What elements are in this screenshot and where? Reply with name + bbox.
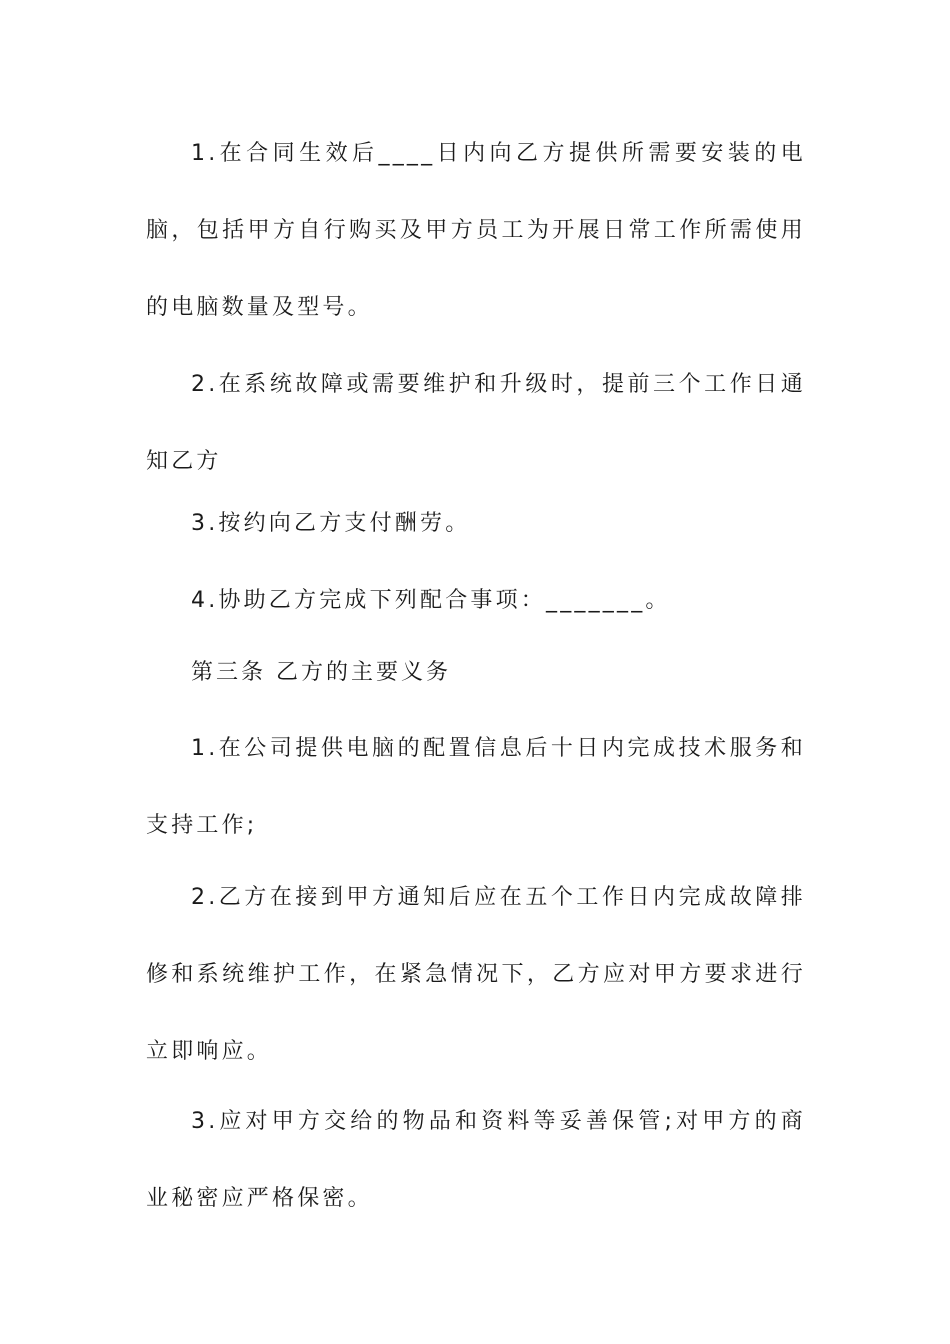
paragraph-maintenance-notice: 2.在系统故障或需要维护和升级时，提前三个工作日通知乙方: [146, 372, 806, 474]
paragraph-payment: 3.按约向乙方支付酬劳。: [191, 511, 471, 536]
paragraph-confidentiality: 3.应对甲方交给的物品和资料等妥善保管;对甲方的商业秘密应严格保密。: [146, 1109, 806, 1211]
paragraph-cooperation: 4.协助乙方完成下列配合事项：_______。: [191, 588, 671, 613]
paragraph-fault-repair: 2.乙方在接到甲方通知后应在五个工作日内完成故障排修和系统维护工作，在紧急情况下，乙方应对甲方要求进行立即响应。: [146, 885, 806, 1064]
paragraph-tech-support: 1.在公司提供电脑的配置信息后十日内完成技术服务和支持工作;: [146, 736, 806, 838]
paragraph-provide-computers: 1.在合同生效后____日内向乙方提供所需要安装的电脑，包括甲方自行购买及甲方员工为开展日常工作所需使用的电脑数量及型号。: [146, 141, 806, 320]
section-heading-article-3: 第三条 乙方的主要义务: [191, 660, 451, 685]
